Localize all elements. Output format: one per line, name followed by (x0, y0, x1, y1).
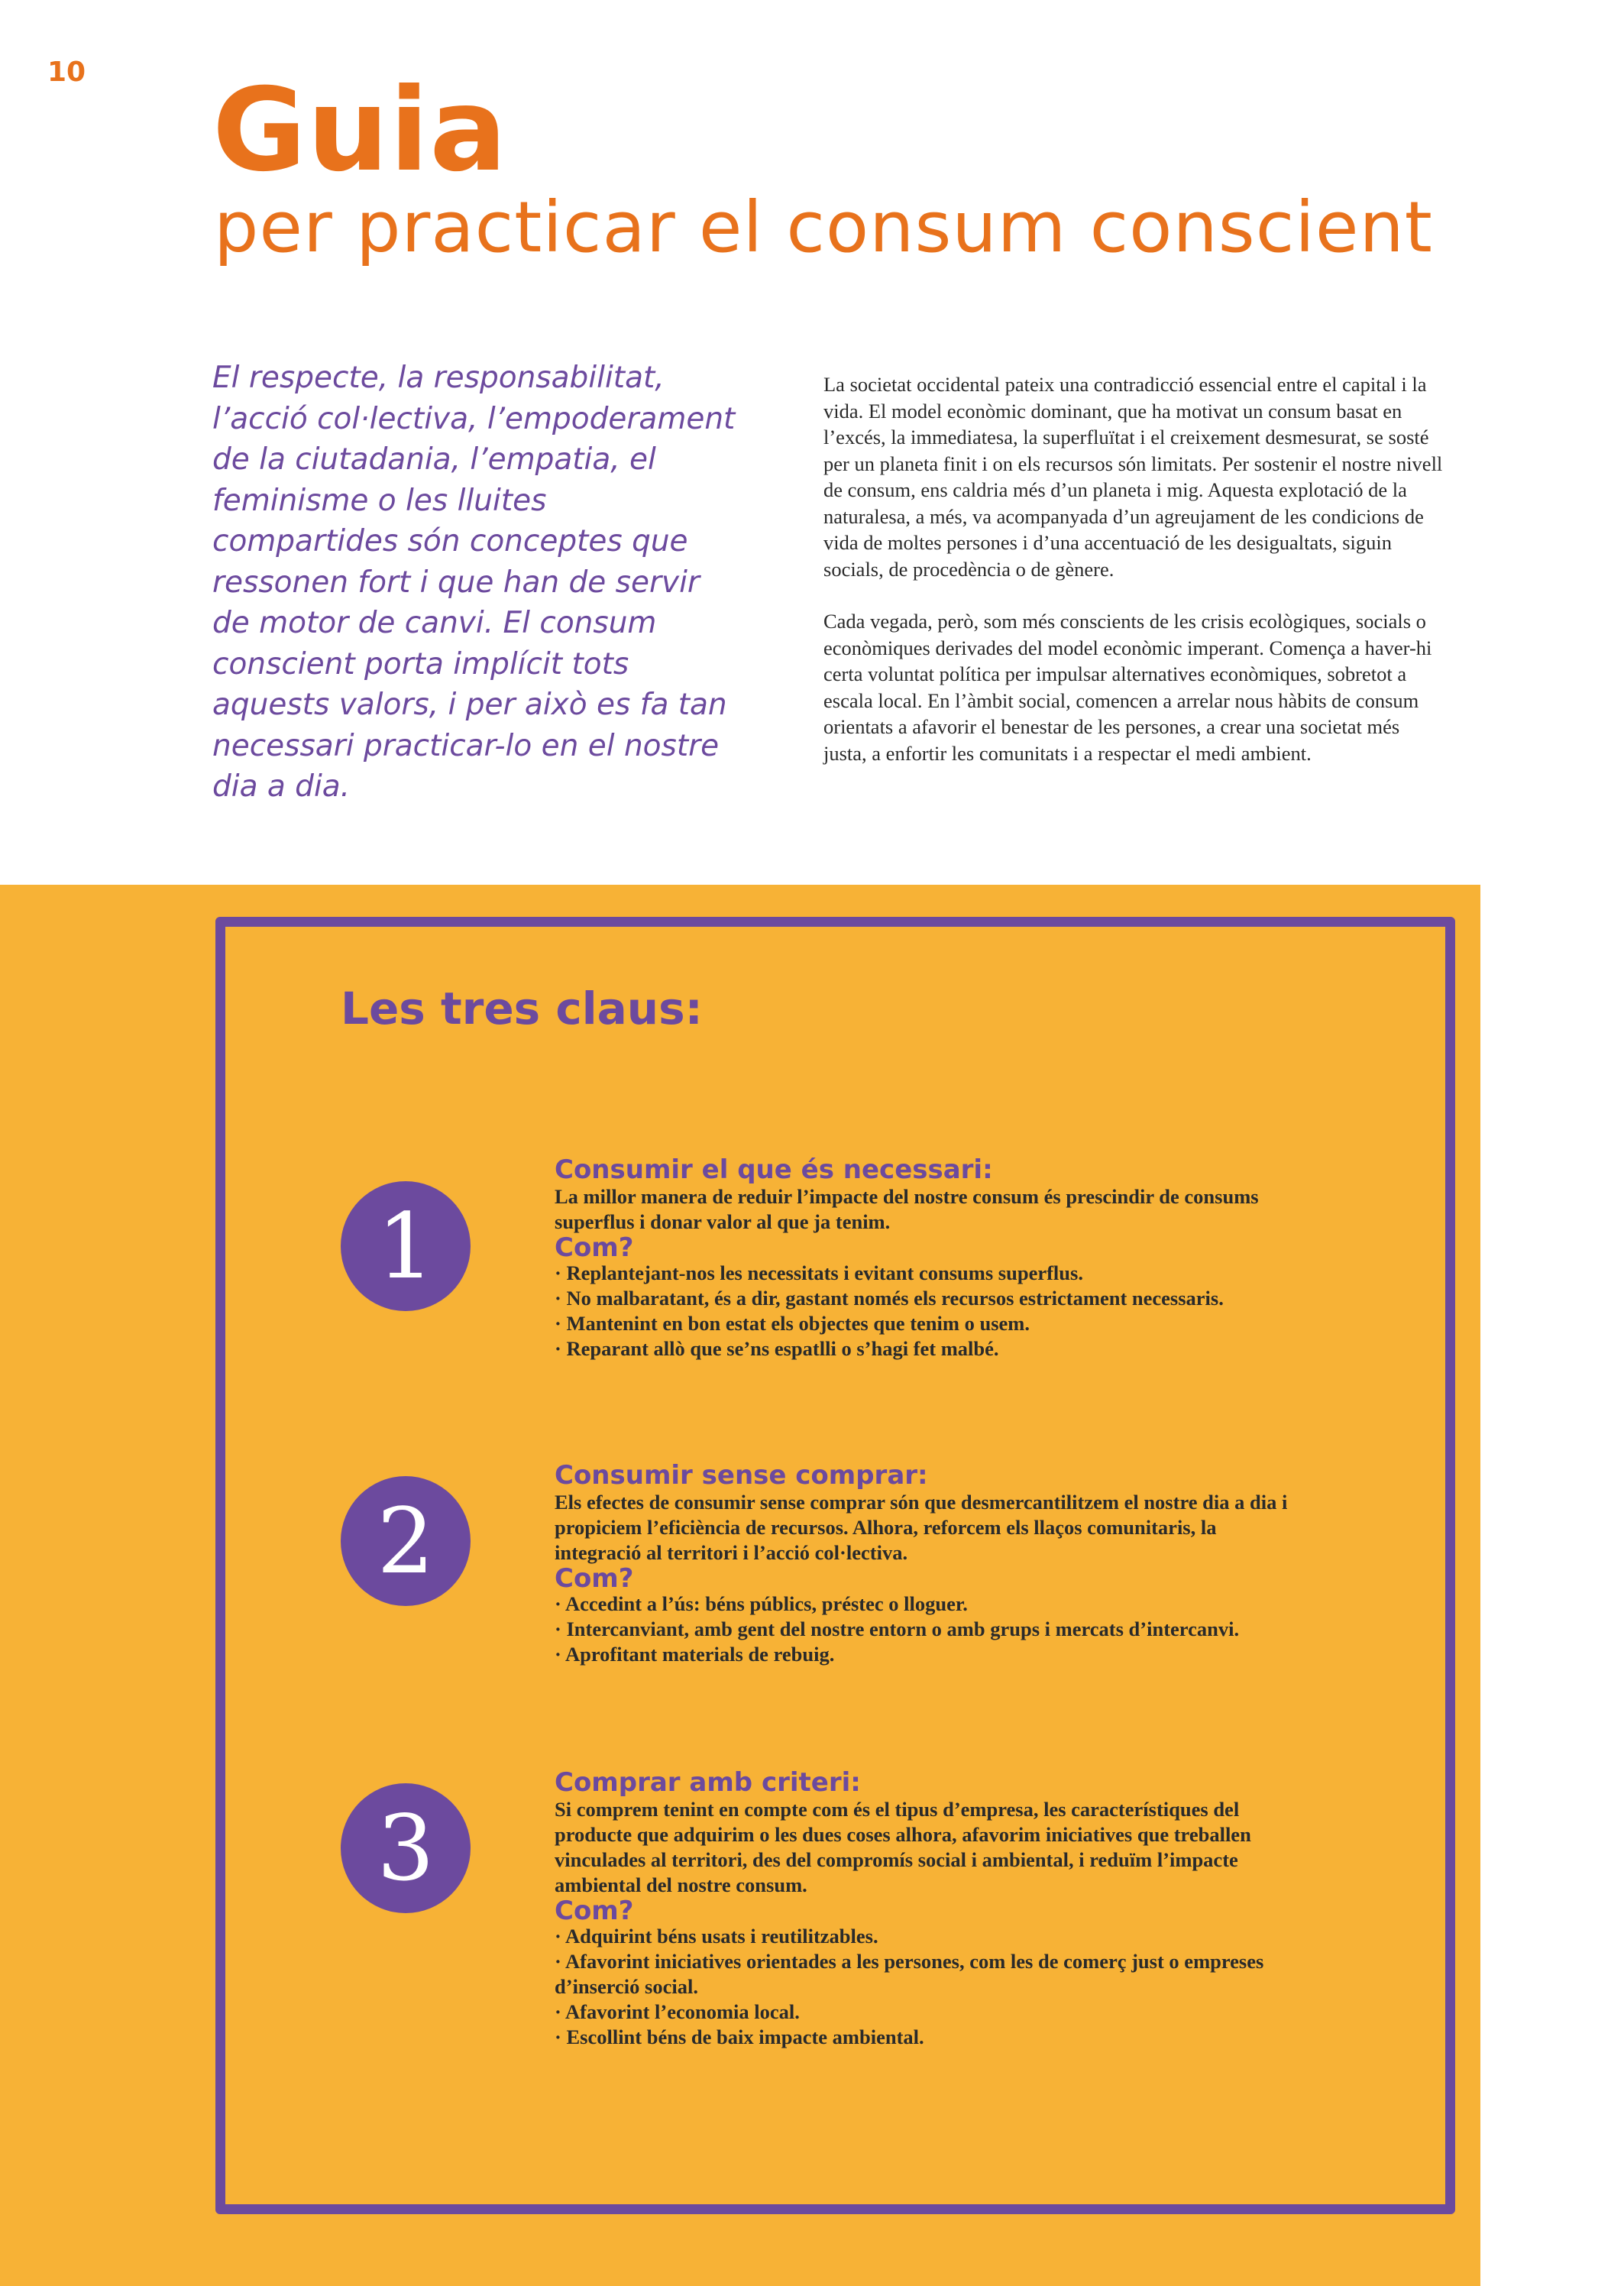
key-how-label: Com? (555, 1896, 634, 1926)
key-description: Els efectes de consumir sense comprar són que desmercantilitzem el nostre dia a dia i propiciem l’eficiència de recursos. Alhora, reforcem els llaços comunitaris, la integració al territori i l’acció col·lectiva. (555, 1491, 1288, 1564)
intro-body (823, 371, 1444, 792)
key-point: · No malbaratant, és a dir, gastant només els recursos estrictament necessaris. (555, 1287, 1224, 1310)
key-description: La millor manera de reduir l’impacte del nostre consum és prescindir de consums superflus i donar valor al que ja tenim. (555, 1185, 1259, 1233)
key-badge-2: 2 (341, 1476, 471, 1606)
key-badge-3: 3 (341, 1783, 471, 1913)
key-title: Comprar amb criteri: (555, 1767, 861, 1798)
intro-quote: El respecte, la responsabilitat, l’acció col·lectiva, l’empoderament de la ciutadania, l’empatia, el feminisme o les lluites compartides són conceptes que ressonen fort i que han de servir de motor de canvi. El consum conscient porta implícit tots aquests valors, i per això es fa tan necessari practicar-lo en el nostre dia a dia. (212, 361, 736, 804)
key-point: · Afavorint iniciatives orientades a les persones, com les de comerç just o empreses d’inserció social. (555, 1950, 1264, 1998)
key-points (555, 1591, 1288, 1667)
page-number: 10 (47, 57, 86, 88)
key-point: · Escollint béns de baix impacte ambiental. (555, 2025, 924, 2048)
key-point: · Afavorint l’economia local. (555, 2000, 800, 2023)
keys-heading: Les tres claus: (341, 983, 703, 1035)
page-title: Guia (212, 64, 508, 197)
key-point: · Aprofitant materials de rebuig. (555, 1643, 835, 1666)
key-point: · Mantenint en bon estat els objectes que tenim o usem. (555, 1312, 1030, 1335)
key-how-label: Com? (555, 1563, 634, 1594)
key-title: Consumir el que és necessari: (555, 1154, 993, 1185)
intro-paragraph: Cada vegada, però, som més conscients de les crisis ecològiques, socials o econòmiques derivades del model econòmic imperant. Comença a haver-hi certa voluntat política per impulsar alternatives econòmiques, sobretot a escala local. En l’àmbit social, comencen a arrelar nous hàbits de consum orientats a afavorir el benestar de les persones, a crear una societat més justa, a enfortir les comunitats i a respectar el medi ambient. (823, 610, 1432, 765)
page-subtitle: per practicar el consum conscient (214, 186, 1433, 268)
key-badge-1: 1 (341, 1181, 471, 1311)
key-block-1 (555, 1155, 1288, 1362)
key-block-3 (555, 1768, 1288, 2050)
intro-paragraph: La societat occidental pateix una contradicció essencial entre el capital i la vida. El model econòmic dominant, que ha motivat un consum basat en l’excés, la immediatesa, la superfluïtat i el creixement desmesurat, se sosté per un planeta finit i on els recursos són limitats. Per sostenir el nostre nivell de consum, ens caldria més d’un planeta i mig. Aquesta explotació de la naturalesa, a més, va acompanyada d’un agreujament de les condicions de vida de moltes persones i d’una accentuació de les desigualtats, siguin socials, de procedència o de gènere. (823, 373, 1443, 581)
key-title: Consumir sense comprar: (555, 1460, 928, 1491)
key-point: · Reparant allò que se’ns espatlli o s’hagi fet malbé. (555, 1337, 999, 1360)
key-point: · Adquirint béns usats i reutilitzables. (555, 1925, 878, 1948)
key-points (555, 1261, 1288, 1362)
key-description: Si comprem tenint en compte com és el tipus d’empresa, les característiques del producte que adquirim o les dues coses alhora, afavorim iniciatives que treballen vinculades al territori, des del compromís social i ambiental, i reduïm l’impacte ambiental del nostre consum. (555, 1798, 1251, 1896)
key-point: · Accedint a l’ús: béns públics, préstec o lloguer. (555, 1592, 968, 1615)
key-point: · Intercanviant, amb gent del nostre entorn o amb grups i mercats d’intercanvi. (555, 1617, 1240, 1640)
key-how-label: Com? (555, 1232, 634, 1263)
key-points (555, 1924, 1288, 2050)
key-block-2 (555, 1461, 1288, 1667)
key-point: · Replantejant-nos les necessitats i evitant consums superflus. (555, 1261, 1083, 1284)
